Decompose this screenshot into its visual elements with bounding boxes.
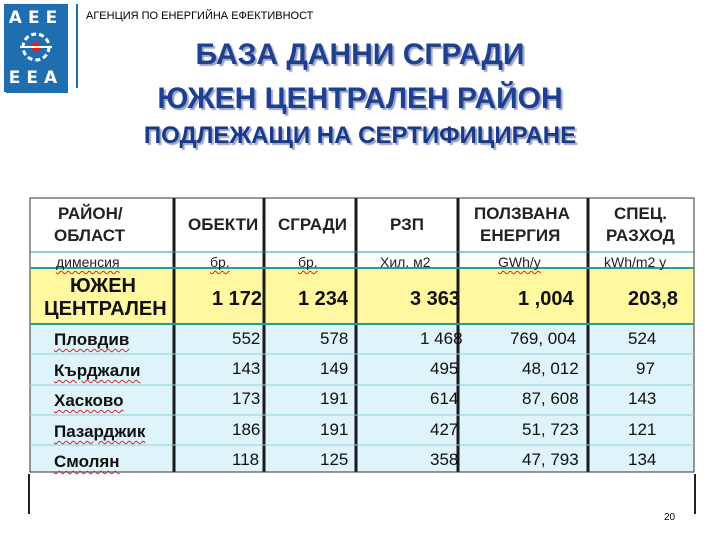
header-specific-line2: РАЗХОД: [606, 226, 675, 245]
row-buildings: 578: [320, 329, 349, 348]
header-buildings: СГРАДИ: [278, 215, 347, 234]
title-line-1: БАЗА ДАННИ СГРАДИ: [195, 38, 525, 71]
title-line-2: ЮЖЕН ЦЕНТРАЛЕН РАЙОН: [157, 82, 563, 115]
row-objects: 552: [232, 329, 261, 348]
footer-right-bar: [694, 474, 696, 514]
row-area: 1 468: [420, 329, 463, 348]
row-area: 614: [430, 389, 459, 408]
total-objects: 1 172: [212, 288, 263, 310]
total-buildings: 1 234: [298, 288, 349, 310]
row-name: Кърджали: [54, 361, 141, 380]
header-area: РЗП: [390, 215, 424, 234]
row-name: Пазарджик: [54, 422, 146, 441]
row-area: 495: [430, 359, 459, 378]
row-energy: 47, 793: [522, 450, 579, 469]
row-buildings: 191: [320, 420, 349, 439]
unit-area: Хил. м2: [380, 254, 431, 270]
unit-dimension: димeнсия: [56, 254, 120, 270]
row-buildings: 149: [320, 359, 349, 378]
row-energy: 769, 004: [510, 329, 577, 348]
row-area: 358: [430, 450, 459, 469]
header-objects: ОБЕКТИ: [188, 215, 259, 234]
row-energy: 51, 723: [522, 420, 579, 439]
row-energy: 87, 608: [522, 389, 579, 408]
row-name: Хасково: [54, 391, 124, 410]
row-specific: 143: [628, 389, 657, 408]
row-specific: 121: [628, 420, 657, 439]
logo-bottom-text: EEA: [8, 68, 64, 88]
total-name-line1: ЮЖЕН: [70, 275, 136, 297]
header-specific-line1: СПЕЦ.: [614, 204, 667, 223]
row-buildings: 125: [320, 450, 349, 469]
unit-specific: kWh/m2 y: [604, 254, 667, 270]
row-objects: 186: [232, 420, 261, 439]
header-energy-line1: ПОЛЗВАНА: [474, 204, 570, 223]
title-line-3: ПОДЛЕЖАЩИ НА СЕРТИФИЦИРАНЕ: [143, 122, 577, 149]
row-specific: 134: [628, 450, 657, 469]
unit-buildings: бр.: [298, 254, 318, 270]
footer-left-bar: [28, 474, 30, 514]
row-objects: 173: [232, 389, 261, 408]
row-area: 427: [430, 420, 459, 439]
total-area: 3 363: [410, 288, 461, 310]
row-energy: 48, 012: [522, 359, 579, 378]
row-objects: 118: [232, 450, 260, 469]
total-specific: 203,8: [628, 288, 679, 310]
row-objects: 143: [232, 359, 261, 378]
row-name: Смолян: [54, 452, 120, 471]
header-region-line2: ОБЛАСТ: [54, 226, 126, 245]
logo-top-text: AEE: [8, 8, 64, 28]
total-energy: 1 ,004: [518, 288, 574, 310]
total-name-line2: ЦЕНТРАЛЕН: [44, 298, 167, 320]
row-specific: 97: [636, 359, 655, 378]
row-name: Пловдив: [54, 330, 130, 349]
row-buildings: 191: [320, 389, 349, 408]
header-energy-line2: ЕНЕРГИЯ: [480, 226, 561, 245]
unit-energy: GWh/y: [498, 254, 541, 270]
row-specific: 524: [628, 329, 657, 348]
agency-name: АГЕНЦИЯ ПО ЕНЕРГИЙНА ЕФЕКТИВНОСТ: [86, 10, 314, 22]
unit-objects: бр.: [210, 254, 230, 270]
page-number: 20: [664, 512, 676, 523]
header-region-line1: РАЙОН/: [58, 204, 123, 223]
